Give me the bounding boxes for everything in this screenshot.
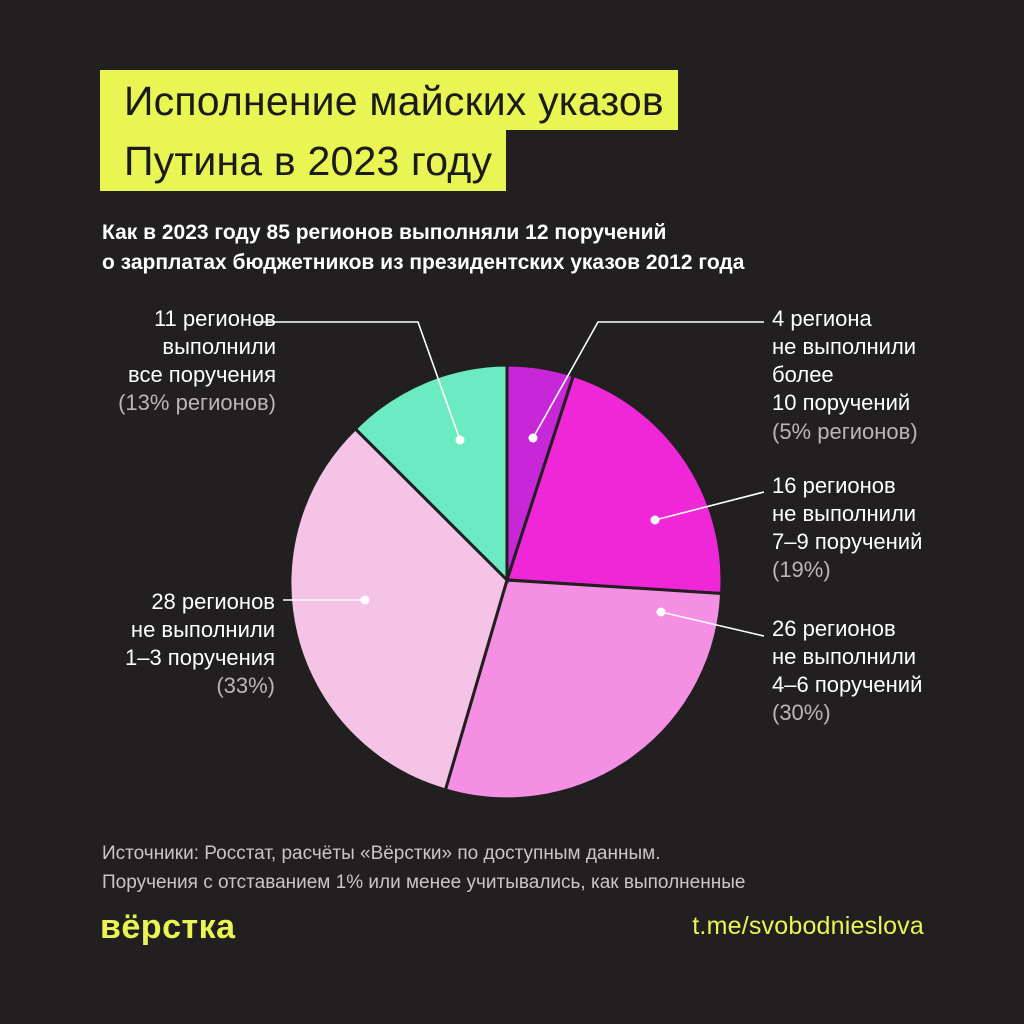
title-line-1: Исполнение майских указов [100, 70, 678, 130]
callout-one-three-percent: (33%) [216, 673, 275, 699]
callout-more10-line3: более [772, 362, 834, 388]
callout-seven-nine-line1: 16 регионов [772, 473, 896, 498]
callout-four-six-line1: 26 регионов [772, 616, 896, 641]
callout-label-one-three [40, 588, 275, 701]
callout-one-three-line2: не выполнили [130, 617, 275, 643]
sources-line-2: Поручения с отставанием 1% или менее учитывались, как выполненные [102, 871, 746, 893]
callout-label-four-six [772, 615, 1007, 728]
subtitle-line-2: о зарплатах бюджетников из президентских указов 2012 года [102, 251, 745, 275]
callout-all-line1: 11 регионов [153, 306, 276, 331]
pie-chart [287, 360, 727, 800]
callout-more10-percent: (5% регионов) [772, 418, 918, 444]
callout-more10-line1: 4 региона [772, 306, 872, 331]
page-title [100, 70, 836, 191]
telegram-link[interactable]: t.me/svobodnieslova [692, 912, 924, 940]
callout-all-percent: (13% регионов) [118, 390, 276, 416]
pie-svg [287, 360, 727, 800]
callout-one-three-line1: 28 регионов [151, 589, 275, 614]
verstka-logo: вёрстка [100, 908, 236, 946]
callout-seven-nine-line3: 7–9 поручений [772, 529, 923, 555]
callout-all-line3: все поручения [128, 362, 276, 388]
callout-seven-nine-line2: не выполнили [772, 501, 917, 527]
title-line-2: Путина в 2023 году [100, 130, 506, 190]
callout-four-six-percent: (30%) [772, 700, 831, 726]
subtitle [102, 218, 922, 279]
callout-seven-nine-percent: (19%) [772, 557, 831, 583]
callout-label-seven-nine [772, 472, 1007, 585]
callout-more10-line4: 10 поручений [772, 390, 911, 416]
sources-line-1: Источники: Росстат, расчёты «Вёрстки» по доступным данным. [102, 843, 661, 864]
callout-all-line2: выполнили [162, 334, 276, 360]
callout-label-more10 [772, 305, 1002, 446]
callout-one-three-line3: 1–3 поручения [124, 645, 275, 671]
callout-label-all [66, 305, 276, 418]
callout-four-six-line2: не выполнили [772, 644, 917, 670]
callout-four-six-line3: 4–6 поручений [772, 672, 923, 698]
subtitle-line-1: Как в 2023 году 85 регионов выполняли 12 поручений [102, 221, 667, 244]
sources-note [102, 840, 942, 897]
callout-more10-line2: не выполнили [772, 334, 917, 360]
